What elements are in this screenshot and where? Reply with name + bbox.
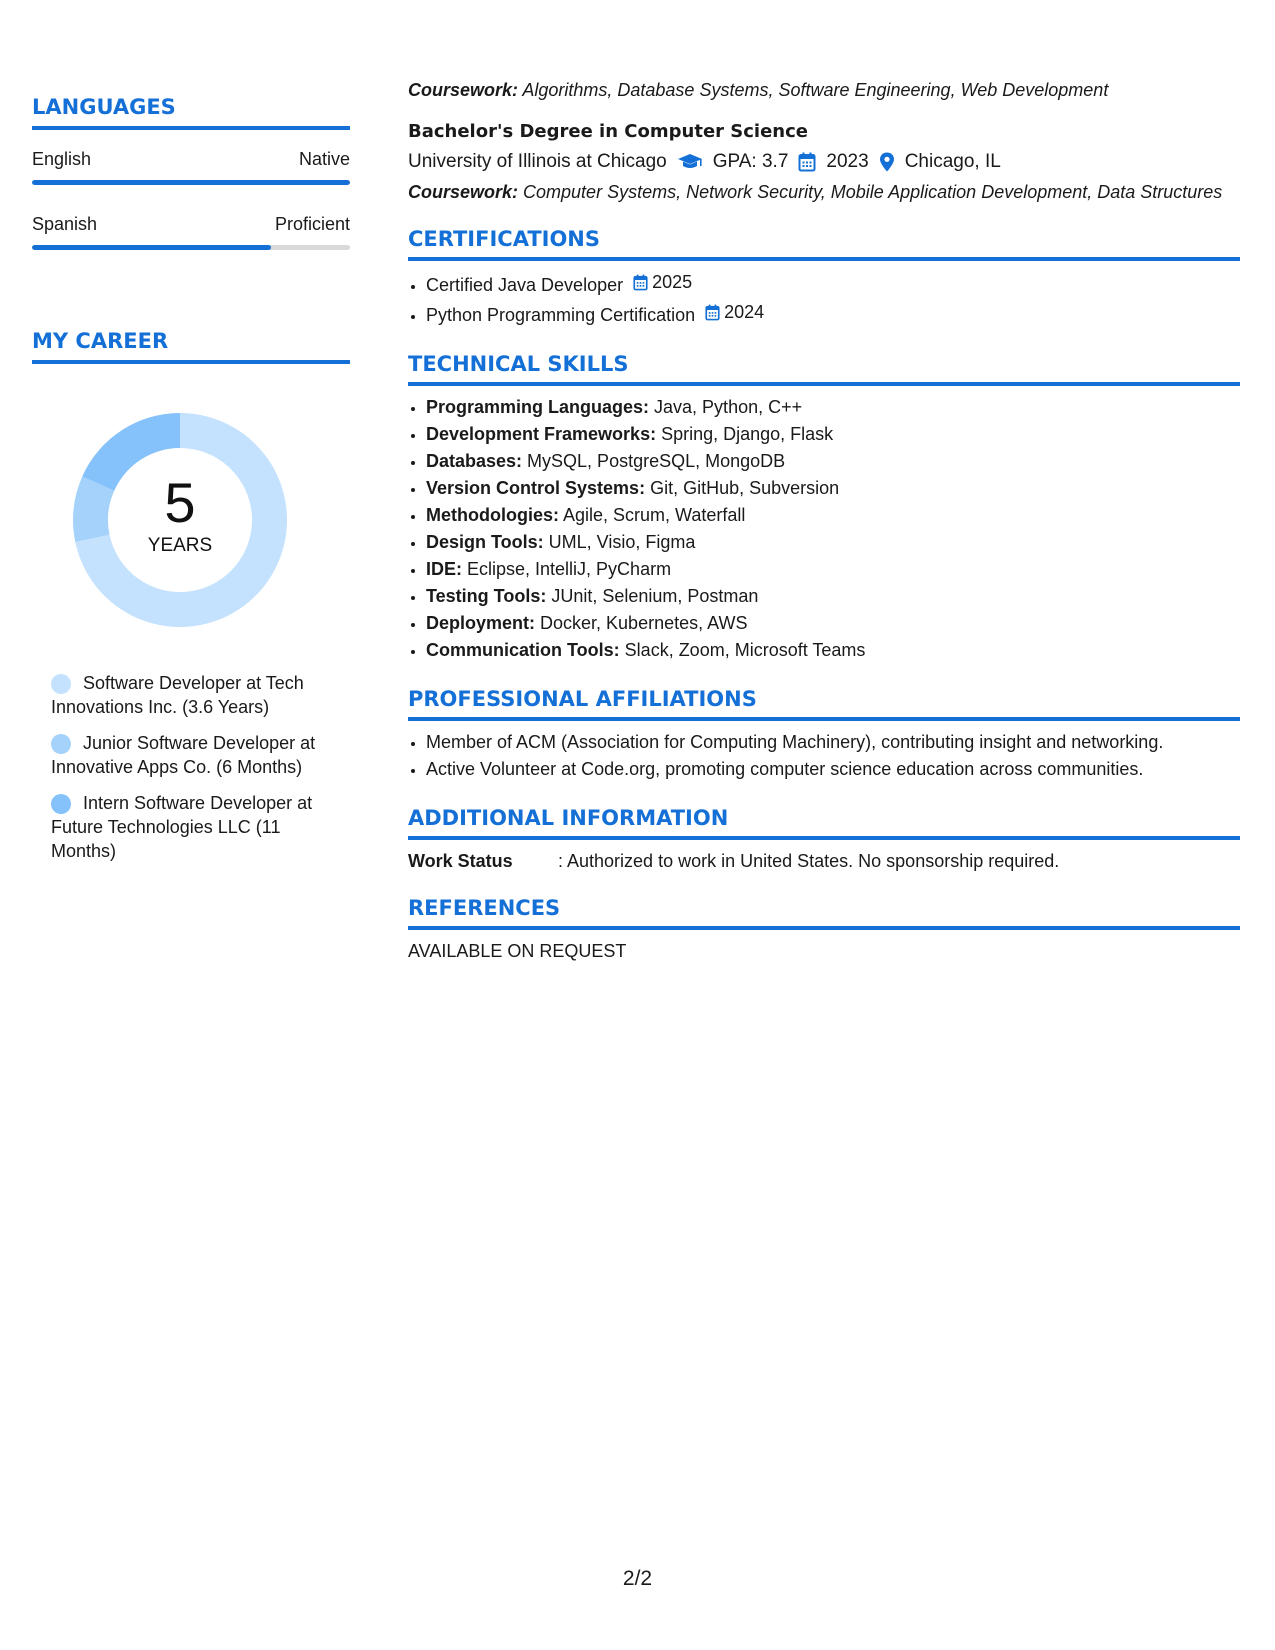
language-proficiency-fill <box>32 180 350 185</box>
career-heading: MY CAREER <box>32 328 350 364</box>
skill-value: Slack, Zoom, Microsoft Teams <box>619 640 866 660</box>
language-name: English <box>32 149 92 169</box>
skill-label: Methodologies: <box>426 505 559 525</box>
additional-info-section <box>408 805 1240 873</box>
skill-item <box>426 529 1240 556</box>
skill-item <box>426 502 1240 529</box>
coursework-text: Computer Systems, Network Security, Mobile Application Development, Data Structures <box>518 182 1223 202</box>
language-item <box>32 148 350 185</box>
skill-value: MySQL, PostgreSQL, MongoDB <box>522 451 786 471</box>
skill-label: IDE: <box>426 559 462 579</box>
career-section <box>32 328 350 863</box>
skill-value: Agile, Scrum, Waterfall <box>559 505 746 525</box>
references-section <box>408 895 1240 963</box>
work-status-label: Work Status <box>408 851 513 871</box>
degree-title: Bachelor's Degree in Computer Science <box>408 121 808 142</box>
skill-item <box>426 637 1240 664</box>
certification-item <box>426 269 1240 299</box>
additional-info-heading: ADDITIONAL INFORMATION <box>408 805 1240 840</box>
certifications-list <box>408 269 1240 329</box>
graduation-cap-icon <box>677 153 703 171</box>
certifications-heading: CERTIFICATIONS <box>408 226 1240 261</box>
legend-dot-icon <box>51 734 71 754</box>
skill-value: Spring, Django, Flask <box>656 424 834 444</box>
calendar-icon <box>633 274 648 291</box>
career-legend-label: Software Developer at Tech Innovations Inc. (3.6 Years) <box>51 673 304 717</box>
skill-value: Git, GitHub, Subversion <box>645 478 840 498</box>
degree-meta <box>408 150 1240 174</box>
skill-label: Deployment: <box>426 613 536 633</box>
right-column <box>408 78 1240 963</box>
technical-skills-heading: TECHNICAL SKILLS <box>408 351 1240 386</box>
certification-year: 2025 <box>652 272 693 292</box>
references-heading: REFERENCES <box>408 895 1240 930</box>
skill-value: UML, Visio, Figma <box>543 532 696 552</box>
career-total-years: 5 <box>164 471 196 534</box>
skill-item <box>426 394 1240 421</box>
skill-value: JUnit, Selenium, Postman <box>546 586 759 606</box>
skills-list <box>408 394 1240 664</box>
language-item <box>32 213 350 250</box>
skill-label: Design Tools: <box>426 532 544 552</box>
page-number: 2/2 <box>622 1567 653 1590</box>
skill-item <box>426 610 1240 637</box>
legend-dot-icon <box>51 794 71 814</box>
skill-label: Databases: <box>426 451 523 471</box>
career-legend-item <box>51 791 341 863</box>
certification-year: 2024 <box>724 302 765 322</box>
skill-label: Programming Languages: <box>426 397 650 417</box>
technical-skills-section <box>408 351 1240 664</box>
skill-item <box>426 556 1240 583</box>
career-donut-chart <box>65 405 295 635</box>
skill-value: Eclipse, IntelliJ, PyCharm <box>462 559 672 579</box>
certification-name: Certified Java Developer <box>426 275 624 295</box>
career-legend <box>51 671 341 863</box>
language-proficiency-bar <box>32 245 350 250</box>
calendar-icon <box>705 304 720 321</box>
references-text: AVAILABLE ON REQUEST <box>408 941 627 961</box>
school-location: Chicago, IL <box>904 151 1001 172</box>
certifications-section <box>408 226 1240 329</box>
legend-dot-icon <box>51 674 71 694</box>
skill-item <box>426 583 1240 610</box>
skill-value: Java, Python, C++ <box>649 397 803 417</box>
affiliations-heading: PROFESSIONAL AFFILIATIONS <box>408 686 1240 721</box>
coursework-label: Coursework: <box>408 80 519 100</box>
calendar-icon <box>798 152 816 172</box>
skill-value: Docker, Kubernetes, AWS <box>535 613 748 633</box>
language-level: Proficient <box>274 214 350 234</box>
work-status-row <box>408 849 1240 873</box>
left-column <box>32 94 350 875</box>
language-level: Native <box>298 149 350 169</box>
language-proficiency-bar <box>32 180 350 185</box>
certification-name: Python Programming Certification <box>426 305 696 325</box>
location-pin-icon <box>879 152 895 172</box>
skill-label: Testing Tools: <box>426 586 547 606</box>
career-legend-item <box>51 671 341 719</box>
coursework-text: Algorithms, Database Systems, Software Engineering, Web Development <box>518 80 1109 100</box>
donut-center-label <box>65 405 295 635</box>
skill-item <box>426 475 1240 502</box>
languages-section <box>32 94 350 250</box>
skill-item <box>426 448 1240 475</box>
work-status-value: : Authorized to work in United States. No sponsorship required. <box>558 851 1060 871</box>
affiliations-section <box>408 686 1240 783</box>
career-legend-label: Intern Software Developer at Future Technologies LLC (11 Months) <box>51 793 313 861</box>
skill-label: Development Frameworks: <box>426 424 657 444</box>
career-legend-item <box>51 731 341 779</box>
graduation-year: 2023 <box>826 151 869 172</box>
coursework-label: Coursework: <box>408 182 519 202</box>
language-proficiency-fill <box>32 245 271 250</box>
skill-item <box>426 421 1240 448</box>
affiliations-list <box>408 729 1240 783</box>
gpa-text: GPA: 3.7 <box>712 151 789 172</box>
skill-label: Communication Tools: <box>426 640 620 660</box>
school-name: University of Illinois at Chicago <box>408 151 667 172</box>
languages-heading: LANGUAGES <box>32 94 350 130</box>
affiliation-item: • Member of ACM (Association for Computing Machinery), contributing insight and networking. <box>426 729 1240 756</box>
career-total-unit: YEARS <box>147 535 213 556</box>
coursework-line <box>408 180 1240 204</box>
coursework-line <box>408 78 1240 102</box>
certification-item <box>426 299 1240 329</box>
skill-label: Version Control Systems: <box>426 478 646 498</box>
language-name: Spanish <box>32 214 98 234</box>
affiliation-item: • Active Volunteer at Code.org, promoting computer science education across communities. <box>426 756 1240 783</box>
career-legend-label: Junior Software Developer at Innovative Apps Co. (6 Months) <box>51 733 316 777</box>
